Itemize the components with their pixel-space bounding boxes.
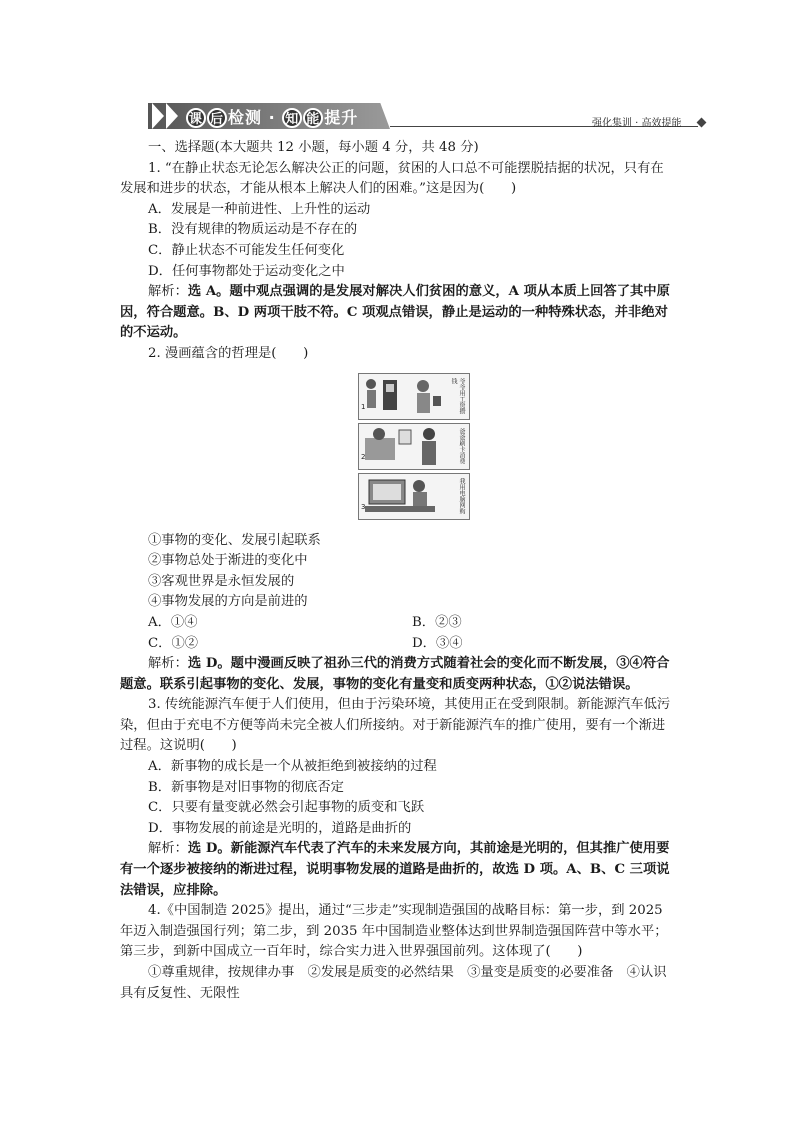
question-3-analysis: 解析：选 D。新能源汽车代表了汽车的未来发展方向，其前途是光明的，但其推广使用要有一个逐步被接纳的渐进过程，说明事物发展的道路是曲折的，故选 D 项。A、B、C 三项说法错误，应排除。 (120, 841, 670, 898)
section-banner (148, 103, 390, 129)
question-1-option-a: A．发展是一种前进性、上升性的运动 (148, 201, 371, 217)
question-3-option-b: B．新事物是对旧事物的彻底否定 (148, 779, 344, 795)
cartoon-panel-3: 3 我用电脑网购 (358, 473, 470, 520)
header-subtitle: 强化集训 · 高效提能 (592, 118, 682, 129)
question-2-statement-4: ④事物发展的方向是前进的 (148, 594, 308, 610)
question-3-option-d: D．事物发展的前途是光明的，道路是曲折的 (148, 820, 412, 836)
cartoon-figure (358, 373, 470, 521)
question-2-statement-3: ③客观世界是永恒发展的 (148, 573, 295, 589)
banner-title: 课 后 检测 · 知 能 提升 (186, 105, 358, 128)
section-title: 一、选择题(本大题共 12 小题，每小题 4 分，共 48 分) (148, 140, 479, 155)
question-3-option-a: A．新事物的成长是一个从被拒绝到被接纳的过程 (148, 759, 437, 775)
question-1-option-b: B．没有规律的物质运动是不存在的 (148, 222, 358, 238)
chevron-right-icon (166, 103, 178, 129)
question-3-option-c: C．只要有量变就必然会引起事物的质变和飞跃 (148, 800, 425, 816)
question-2-option-d: D．③④ (412, 635, 463, 651)
question-2-options-row-1 (120, 613, 676, 634)
cartoon-panel-3-drawing (359, 474, 471, 521)
question-2-options-row-2 (120, 634, 676, 655)
chevron-right-icon (152, 103, 164, 129)
question-1-option-d: D．任何事物都处于运动变化之中 (148, 263, 345, 279)
question-3-stem: 3. 传统能源汽车便于人们使用，但由于污染环境，其使用正在受到限制。新能源汽车低污染，但由于充电不方便等尚未完全被人们所接纳。对于新能源汽车的推广使用，要有一个渐进过程。这说明( ) (120, 697, 671, 754)
document-body (120, 138, 676, 1004)
question-1-analysis: 解析：选 A。题中观点强调的是发展对解决人们贫困的意义，A 项从本质上回答了其中原因，符合题意。B、D 两项干肢不符。C 项观点错误，静止是运动的一种特殊状态，并非绝对的不运动。 (120, 284, 670, 341)
cartoon-panel-2-drawing (359, 424, 471, 471)
question-2-statement-2: ②事物总处于渐进的变化中 (148, 553, 308, 569)
question-2-stem: 2. 漫画蕴含的哲理是( ) (148, 345, 309, 361)
question-2-option-c: C．①② (148, 635, 199, 651)
question-1-option-c: C．静止状态不可能发生任何变化 (148, 242, 345, 258)
cartoon-panel-1: 1 爷爷用工资攒钱 (358, 373, 470, 420)
question-2-option-b: B．②③ (412, 614, 462, 630)
question-1-stem: 1. “在静止状态无论怎么解决公正的问题，贫困的人口总不可能摆脱拮据的状况，只有在发展和进步的状态，才能从根本上解决人们的困难。”这是因为( ) (120, 160, 664, 197)
question-2-option-a: A．①④ (148, 614, 198, 630)
cartoon-panel-2: 2 爸爸刷卡消费 (358, 423, 470, 470)
question-4-stem: 4.《中国制造 2025》提出，通过“三步走”实现制造强国的战略目标：第一步，到 2025 年迈入制造强国行列；第二步，到 2035 年中国制造业整体达到世界制造强国阵营中等水平；第三步，到新中国成立一百年时，综合实力进入世界强国前列。这体现了( ) (120, 903, 668, 960)
question-2-statement-1: ①事物的变化、发展引起联系 (148, 532, 321, 548)
question-2-analysis: 解析：选 D。题中漫画反映了祖孙三代的消费方式随着社会的变化而不断发展，③④符合题意。联系引起事物的变化、发展，事物的变化有量变和质变两种状态，①②说法错误。 (120, 656, 670, 692)
diamond-icon (697, 118, 707, 128)
question-4-statements: ①尊重规律，按规律办事 ②发展是质变的必然结果 ③量变是质变的必要准备 ④认识具有反复性、无限性 (120, 965, 667, 1001)
